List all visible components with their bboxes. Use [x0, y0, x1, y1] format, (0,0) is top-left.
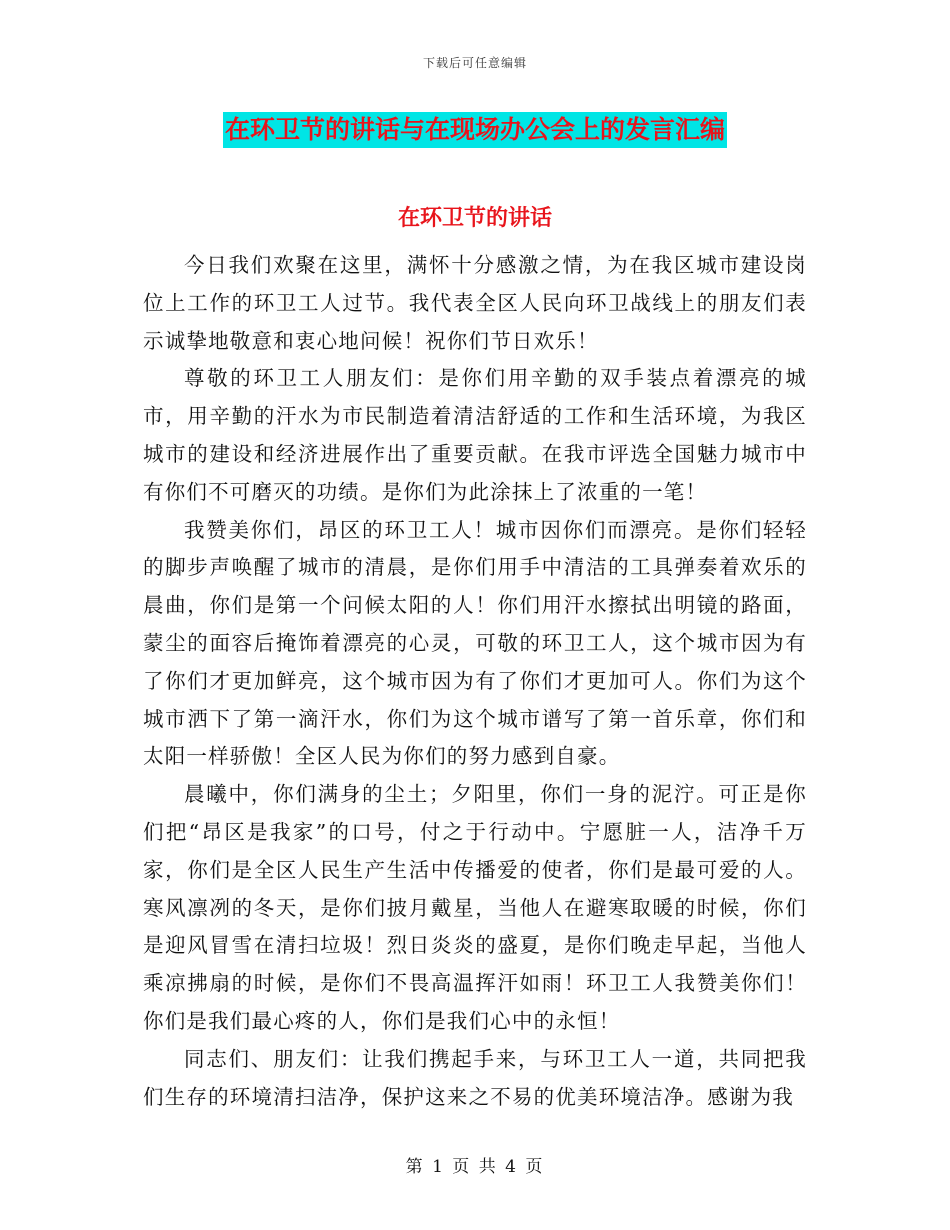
paragraph: 晨曦中，你们满身的尘土；夕阳里，你们一身的泥泞。可正是你们把“昂区是我家”的口号，付之于行动中。宁愿脏一人，洁净千万家，你们是全区人民生产生活中传播爱的使者，你们是最可爱的人。寒风凛冽的冬天，是你们披月戴星，当他人在避寒取暖的时候，你们是迎风冒雪在清扫垃圾！烈日炎炎的盛夏，是你们晚走早起，当他人乘凉拂扇的时候，是你们不畏高温挥汗如雨！环卫工人我赞美你们！你们是我们最心疼的人，你们是我们心中的永恒！ [143, 782, 807, 1033]
paragraph: 尊敬的环卫工人朋友们：是你们用辛勤的双手装点着漂亮的城市，用辛勤的汗水为市民制造着清洁舒适的工作和生活环境，为我区城市的建设和经济进展作出了重要贡献。在我市评选全国魅力城市中有你们不可磨灭的功绩。是你们为此涂抹上了浓重的一笔！ [143, 366, 807, 504]
paragraph: 同志们、朋友们：让我们携起手来，与环卫工人一道，共同把我们生存的环境清扫洁净，保护这来之不易的优美环境洁净。感谢为我 [143, 1046, 807, 1109]
paragraph: 我赞美你们，昂区的环卫工人！城市因你们而漂亮。是你们轻轻的脚步声唤醒了城市的清晨，是你们用手中清洁的工具弹奏着欢乐的晨曲，你们是第一个问候太阳的人！你们用汗水擦拭出明镜的路面，蒙尘的面容后掩饰着漂亮的心灵，可敬的环卫工人，这个城市因为有了你们才更加鲜亮，这个城市因为有了你们才更加可人。你们为这个城市洒下了第一滴汗水，你们为这个城市谱写了第一首乐章，你们和太阳一样骄傲！全区人民为你们的努力感到自豪。 [143, 517, 807, 769]
page-number-footer: 第 1 页 共 4 页 [405, 1157, 545, 1177]
document-body [143, 247, 807, 1116]
header-note: 下载后可任意编辑 [422, 56, 527, 70]
document-title-container [0, 112, 950, 148]
document-title: 在环卫节的讲话与在现场办公会上的发言汇编 [223, 112, 727, 148]
section-title: 在环卫节的讲话 [397, 205, 552, 231]
paragraph: 今日我们欢聚在这里，满怀十分感激之情，为在我区城市建设岗位上工作的环卫工人过节。我代表全区人民向环卫战线上的朋友们表示诚挚地敬意和衷心地问候！祝你们节日欢乐！ [143, 253, 807, 353]
